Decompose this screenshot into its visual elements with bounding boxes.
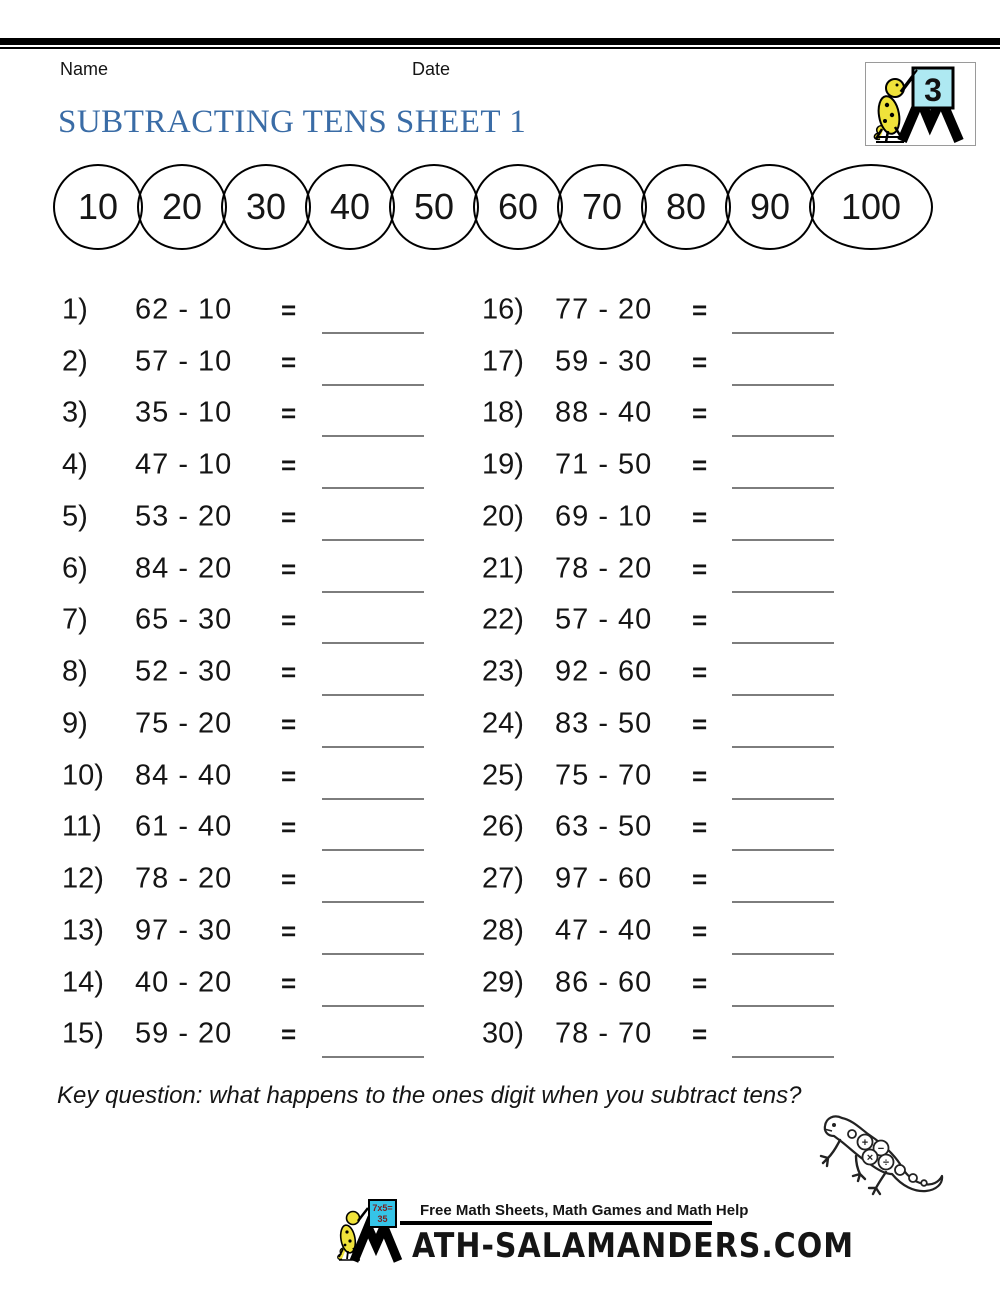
answer-line[interactable] [732, 901, 834, 903]
problem-number: 6) [62, 552, 88, 585]
problem-row [482, 957, 914, 1009]
answer-line[interactable] [732, 591, 834, 593]
problem-number: 28) [482, 914, 524, 947]
problem-expression: 86 - 60 [555, 966, 653, 999]
problem-expression: 97 - 30 [135, 914, 233, 947]
problems-right [482, 284, 914, 1060]
equals-sign: = [692, 657, 708, 688]
number-oval: 50 [389, 164, 479, 250]
problem-expression: 92 - 60 [555, 655, 653, 688]
equals-sign: = [692, 553, 708, 584]
answer-line[interactable] [732, 1056, 834, 1058]
problem-number: 10) [62, 759, 104, 792]
problem-expression: 59 - 20 [135, 1017, 233, 1050]
answer-line[interactable] [322, 953, 424, 955]
m-glyph [354, 1227, 398, 1261]
problem-row [62, 646, 494, 698]
svg-text:−: − [877, 1143, 885, 1155]
problem-row [62, 491, 494, 543]
answer-line[interactable] [732, 435, 834, 437]
problem-number: 1) [62, 293, 88, 326]
problem-number: 24) [482, 707, 524, 740]
problem-number: 25) [482, 759, 524, 792]
problem-row [482, 543, 914, 595]
problem-expression: 62 - 10 [135, 293, 233, 326]
problem-number: 2) [62, 345, 88, 378]
problem-expression: 65 - 30 [135, 603, 233, 636]
problem-number: 8) [62, 655, 88, 688]
number-track [53, 164, 927, 250]
problem-row [482, 802, 914, 854]
problem-row [62, 750, 494, 802]
answer-line[interactable] [732, 694, 834, 696]
problem-number: 16) [482, 293, 524, 326]
key-question: Key question: what happens to the ones digit when you subtract tens? [57, 1082, 802, 1109]
answer-line[interactable] [732, 1005, 834, 1007]
equals-sign: = [692, 501, 708, 532]
problem-expression: 83 - 50 [555, 707, 653, 740]
problem-number: 30) [482, 1017, 524, 1050]
equals-sign: = [281, 450, 297, 481]
problem-number: 27) [482, 862, 524, 895]
name-label: Name [60, 59, 109, 79]
problem-row [62, 802, 494, 854]
equals-sign: = [281, 294, 297, 325]
problem-row [482, 284, 914, 336]
problem-row [482, 646, 914, 698]
answer-line[interactable] [322, 1005, 424, 1007]
problem-expression: 78 - 20 [555, 552, 653, 585]
problems-left [62, 284, 494, 1060]
problem-row [482, 905, 914, 957]
number-oval: 40 [305, 164, 395, 250]
equals-sign: = [692, 346, 708, 377]
problem-expression: 63 - 50 [555, 810, 653, 843]
equals-sign: = [692, 864, 708, 895]
problem-row [482, 336, 914, 388]
problem-number: 5) [62, 500, 88, 533]
page-title: SUBTRACTING TENS SHEET 1 [58, 104, 527, 140]
equals-sign: = [281, 812, 297, 843]
problem-number: 14) [62, 966, 104, 999]
answer-line[interactable] [322, 435, 424, 437]
answer-line[interactable] [322, 798, 424, 800]
problem-expression: 71 - 50 [555, 448, 653, 481]
equals-sign: = [281, 501, 297, 532]
problem-expression: 75 - 70 [555, 759, 653, 792]
problem-expression: 47 - 10 [135, 448, 233, 481]
problem-expression: 84 - 40 [135, 759, 233, 792]
problem-row [482, 439, 914, 491]
equals-sign: = [692, 1019, 708, 1050]
number-oval: 90 [725, 164, 815, 250]
problem-number: 21) [482, 552, 524, 585]
equals-sign: = [281, 760, 297, 791]
equals-sign: = [692, 760, 708, 791]
answer-line[interactable] [322, 539, 424, 541]
answer-line[interactable] [732, 849, 834, 851]
problem-expression: 69 - 10 [555, 500, 653, 533]
problem-row [62, 853, 494, 905]
equals-sign: = [281, 967, 297, 998]
equals-sign: = [281, 605, 297, 636]
problem-number: 13) [62, 914, 104, 947]
equals-sign: = [281, 1019, 297, 1050]
problem-row [482, 595, 914, 647]
equals-sign: = [692, 605, 708, 636]
answer-line[interactable] [732, 332, 834, 334]
answer-line[interactable] [322, 849, 424, 851]
problem-expression: 61 - 40 [135, 810, 233, 843]
equals-sign: = [281, 708, 297, 739]
problem-expression: 75 - 20 [135, 707, 233, 740]
problem-expression: 84 - 20 [135, 552, 233, 585]
equals-sign: = [692, 398, 708, 429]
answer-line[interactable] [322, 642, 424, 644]
answer-line[interactable] [322, 384, 424, 386]
answer-line[interactable] [732, 384, 834, 386]
answer-line[interactable] [732, 798, 834, 800]
problem-row [62, 543, 494, 595]
top-double-rule [0, 38, 1000, 49]
salamander-grade-logo-icon [866, 63, 975, 145]
problem-expression: 52 - 30 [135, 655, 233, 688]
footer-tagline: Free Math Sheets, Math Games and Math Help [420, 1202, 749, 1219]
board-equation-line1: 7x5= [372, 1203, 393, 1213]
problem-expression: 59 - 30 [555, 345, 653, 378]
problem-row [62, 1009, 494, 1061]
number-oval: 60 [473, 164, 563, 250]
answer-line[interactable] [322, 901, 424, 903]
svg-text:×: × [866, 1152, 874, 1164]
footer-wordmark: ATH-SALAMANDERS.COM [412, 1227, 855, 1267]
problem-row [482, 1009, 914, 1061]
grade-number: 3 [924, 72, 942, 108]
equals-sign: = [692, 967, 708, 998]
rule-thin [0, 47, 1000, 49]
equals-sign: = [281, 657, 297, 688]
svg-text:+: + [861, 1137, 869, 1149]
equals-sign: = [281, 553, 297, 584]
answer-line[interactable] [732, 746, 834, 748]
problem-row [62, 698, 494, 750]
number-oval: 30 [221, 164, 311, 250]
problem-row [62, 905, 494, 957]
gecko-illustration-icon [812, 1108, 952, 1200]
footer-rule [400, 1221, 712, 1225]
problem-row [62, 388, 494, 440]
problem-row [482, 698, 914, 750]
problem-number: 26) [482, 810, 524, 843]
problem-number: 29) [482, 966, 524, 999]
problem-row [62, 284, 494, 336]
equals-sign: = [692, 915, 708, 946]
number-oval: 70 [557, 164, 647, 250]
problem-expression: 97 - 60 [555, 862, 653, 895]
problem-row [482, 491, 914, 543]
equals-sign: = [281, 398, 297, 429]
answer-line[interactable] [322, 591, 424, 593]
problem-number: 7) [62, 603, 88, 636]
problem-number: 12) [62, 862, 104, 895]
problem-row [62, 439, 494, 491]
equals-sign: = [281, 346, 297, 377]
answer-line[interactable] [322, 1056, 424, 1058]
number-oval: 80 [641, 164, 731, 250]
problem-expression: 77 - 20 [555, 293, 653, 326]
equals-sign: = [692, 708, 708, 739]
problem-row [482, 750, 914, 802]
footer-salamander-logo-icon [334, 1197, 412, 1265]
answer-line[interactable] [322, 746, 424, 748]
equals-sign: = [692, 812, 708, 843]
answer-line[interactable] [322, 487, 424, 489]
problem-number: 4) [62, 448, 88, 481]
svg-text:÷: ÷ [882, 1157, 890, 1169]
answer-line[interactable] [732, 642, 834, 644]
answer-line[interactable] [322, 694, 424, 696]
date-label: Date [412, 59, 451, 79]
problem-expression: 88 - 40 [555, 396, 653, 429]
equals-sign: = [281, 915, 297, 946]
problem-number: 3) [62, 396, 88, 429]
problem-row [62, 957, 494, 1009]
problem-row [62, 336, 494, 388]
problem-number: 9) [62, 707, 88, 740]
answer-line[interactable] [732, 953, 834, 955]
problem-number: 20) [482, 500, 524, 533]
answer-line[interactable] [732, 539, 834, 541]
problem-expression: 47 - 40 [555, 914, 653, 947]
problem-expression: 40 - 20 [135, 966, 233, 999]
problem-expression: 53 - 20 [135, 500, 233, 533]
problem-expression: 57 - 40 [555, 603, 653, 636]
equals-sign: = [692, 450, 708, 481]
problem-expression: 35 - 10 [135, 396, 233, 429]
problem-number: 15) [62, 1017, 104, 1050]
answer-line[interactable] [732, 487, 834, 489]
equals-sign: = [281, 864, 297, 895]
problem-row [482, 853, 914, 905]
problem-row [482, 388, 914, 440]
grade-logo-box [865, 62, 976, 146]
rule-thick [0, 38, 1000, 45]
problem-number: 23) [482, 655, 524, 688]
problem-number: 18) [482, 396, 524, 429]
equals-sign: = [692, 294, 708, 325]
answer-line[interactable] [322, 332, 424, 334]
problem-expression: 57 - 10 [135, 345, 233, 378]
problem-number: 22) [482, 603, 524, 636]
problem-number: 19) [482, 448, 524, 481]
problem-number: 17) [482, 345, 524, 378]
number-oval: 20 [137, 164, 227, 250]
number-oval: 100 [809, 164, 933, 250]
problem-expression: 78 - 70 [555, 1017, 653, 1050]
problem-expression: 78 - 20 [135, 862, 233, 895]
problem-row [62, 595, 494, 647]
board-equation-line2: 35 [377, 1214, 388, 1224]
problem-number: 11) [62, 810, 102, 843]
number-oval: 10 [53, 164, 143, 250]
